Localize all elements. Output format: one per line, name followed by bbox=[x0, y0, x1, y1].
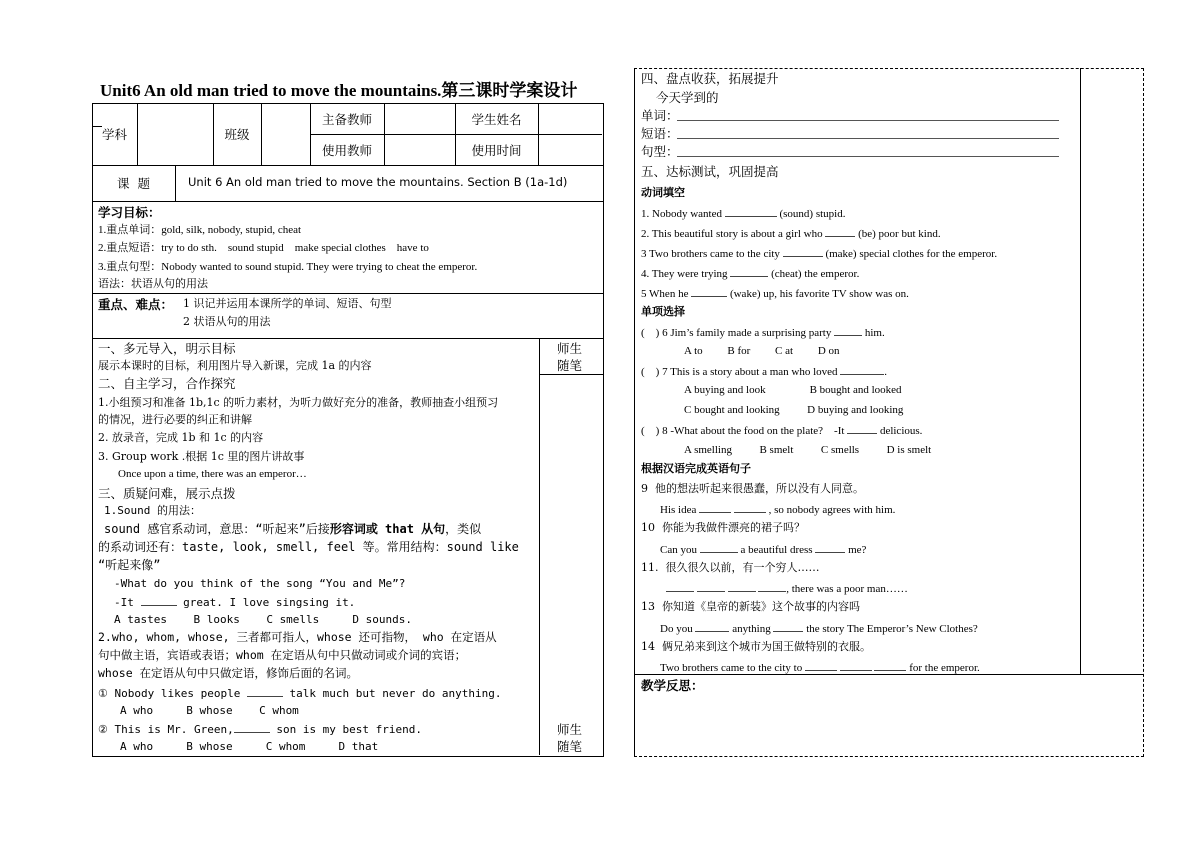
words-label: 单词： bbox=[641, 108, 679, 123]
objectives-heading: 学习目标： bbox=[98, 205, 161, 220]
question-options: C bought and looking D buying and looking bbox=[684, 404, 904, 416]
question-line: ( ) 7 This is a story about a man who loved . bbox=[641, 366, 888, 378]
question-line: 1. Nobody wanted (sound) stupid. bbox=[641, 208, 846, 220]
phrases-label: 短语： bbox=[641, 126, 679, 141]
question-line: 5 When he (wake) up, his favorite TV show was on. bbox=[641, 288, 909, 300]
body-text: 1.Sound 的用法： bbox=[104, 504, 201, 517]
body-text: sound 感官系动词，意思：“听起来”后接形容词或 that 从句，类似 bbox=[104, 522, 482, 536]
mc-heading: 单项选择 bbox=[641, 305, 685, 318]
body-text: 3. Group work .根据 1c 里的图片讲故事 bbox=[98, 450, 305, 463]
page-title: Unit6 An old man tried to move the mountains.第三课时学案设计 bbox=[100, 81, 578, 100]
section-heading: 四、盘点收获，拓展提升 bbox=[641, 71, 779, 86]
side-note: 随笔 bbox=[557, 739, 583, 754]
verb-fill-heading: 动词填空 bbox=[641, 186, 685, 199]
body-text: 1.小组预习和准备 1b,1c 的听力素材，为听力做好充分的准备，教师抽查小组预习 bbox=[98, 396, 499, 409]
body-text: A tastes B looks C smells D sounds. bbox=[114, 613, 413, 626]
side-note: 随笔 bbox=[557, 358, 583, 373]
question-line: 9 他的想法听起来很愚蠢，所以没有人同意。 bbox=[641, 482, 864, 495]
section-heading: 五、达标测试，巩固提高 bbox=[641, 164, 779, 179]
objective-line: 1.重点单词：gold, silk, nobody, stupid, cheat bbox=[98, 224, 302, 236]
question-line: 10 你能为我做件漂亮的裙子吗？ bbox=[641, 521, 805, 534]
question-line: ( ) 6 Jim’s family made a surprising party him. bbox=[641, 327, 885, 339]
question-line: His idea , so nobody agrees with him. bbox=[660, 504, 896, 516]
question-line: Can you a beautiful dress me? bbox=[660, 544, 867, 556]
body-text: whose 在定语从句中只做定语，修饰后面的名词。 bbox=[98, 666, 359, 680]
objective-line: 3.重点句型：Nobody wanted to sound stupid. They were trying to cheat the emperor. bbox=[98, 261, 478, 273]
body-text: 句中做主语，宾语或表语；whom 在定语从句中只做动词或介词的宾语； bbox=[98, 648, 467, 662]
side-note: 师生 bbox=[557, 722, 583, 737]
reflection-label: 教学反思： bbox=[641, 678, 704, 693]
question-line: 13 你知道《皇帝的新装》这个故事的内容吗 bbox=[641, 600, 860, 613]
section-heading: 二、自主学习，合作探究 bbox=[98, 376, 236, 391]
keypoint-line: 1 识记并运用本课所学的单词、短语、句型 bbox=[183, 297, 392, 310]
question-line: 2. This beautiful story is about a girl who (be) poor but kind. bbox=[641, 228, 941, 240]
question-line: Do you anything the story The Emperor’s New Clothes? bbox=[660, 623, 978, 635]
question-line: 4. They were trying (cheat) the emperor. bbox=[641, 268, 860, 280]
main-teacher-label: 主备教师 bbox=[321, 111, 372, 127]
using-time-label: 使用时间 bbox=[471, 142, 522, 158]
body-text: “听起来像” bbox=[98, 558, 161, 572]
question-options: A buying and look B bought and looked bbox=[684, 384, 902, 396]
body-text: A who B whose C whom D that bbox=[120, 740, 379, 753]
question-line: Two brothers came to the city to for the emperor. bbox=[660, 662, 980, 674]
section-heading: 一、多元导入，明示目标 bbox=[98, 341, 236, 356]
body-text: 今天学到的 bbox=[656, 90, 719, 105]
question-line: , there was a poor man…… bbox=[666, 581, 908, 596]
topic-label: 课 题 bbox=[117, 176, 150, 191]
body-text: 展示本课时的目标，利用图片导入新课，完成 1a 的内容 bbox=[98, 359, 372, 372]
keypoint-line: 2 状语从句的用法 bbox=[183, 315, 271, 328]
question-line: ( ) 8 -What about the food on the plate? -It delicious. bbox=[641, 425, 923, 437]
class-label: 班级 bbox=[224, 127, 250, 142]
subject-label: 学科 bbox=[101, 127, 127, 142]
sentences-label: 句型： bbox=[641, 144, 679, 159]
topic-value: Unit 6 An old man tried to move the mountains. Section B (1a-1d) bbox=[188, 175, 568, 189]
objective-line: 语法：状语从句的用法 bbox=[98, 278, 208, 290]
question-line: 3 Two brothers came to the city (make) special clothes for the emperor. bbox=[641, 248, 998, 260]
body-text: 的系动词还有：taste, look, smell, feel 等。常用结构：sound like bbox=[98, 540, 519, 554]
body-text: -What do you think of the song “You and Me”? bbox=[114, 577, 406, 590]
body-text: ② This is Mr. Green, son is my best friend. bbox=[98, 723, 423, 736]
body-text: 2.who, whom, whose, 三者都可指人，whose 还可指物， who 在定语从 bbox=[98, 630, 497, 644]
using-teacher-label: 使用教师 bbox=[321, 142, 372, 158]
student-name-label: 学生姓名 bbox=[471, 111, 522, 127]
question-options: A smelling B smelt C smells D is smelt bbox=[684, 444, 932, 456]
cn-heading: 根据汉语完成英语句子 bbox=[641, 462, 751, 475]
body-text: A who B whose C whom bbox=[120, 704, 299, 717]
body-text: Once upon a time, there was an emperor… bbox=[118, 468, 307, 480]
keypoints-heading: 重点、难点： bbox=[98, 297, 174, 312]
question-line: 14 俩兄弟来到这个城市为国王做特别的衣服。 bbox=[641, 640, 871, 653]
objective-line: 2.重点短语：try to do sth. sound stupid make special clothes have to bbox=[98, 242, 429, 254]
question-line: 11. 很久很久以前，有一个穷人…… bbox=[641, 561, 820, 574]
section-heading: 三、质疑问难，展示点拨 bbox=[98, 486, 236, 501]
side-note: 师生 bbox=[557, 341, 583, 356]
body-text: 的情况，进行必要的纠正和讲解 bbox=[98, 413, 252, 426]
body-text: ① Nobody likes people talk much but never do anything. bbox=[98, 687, 502, 700]
body-text: -It great. I love singsing it. bbox=[114, 596, 356, 609]
body-text: 2. 放录音，完成 1b 和 1c 的内容 bbox=[98, 431, 264, 444]
question-options: A to B for C at D on bbox=[684, 345, 840, 357]
